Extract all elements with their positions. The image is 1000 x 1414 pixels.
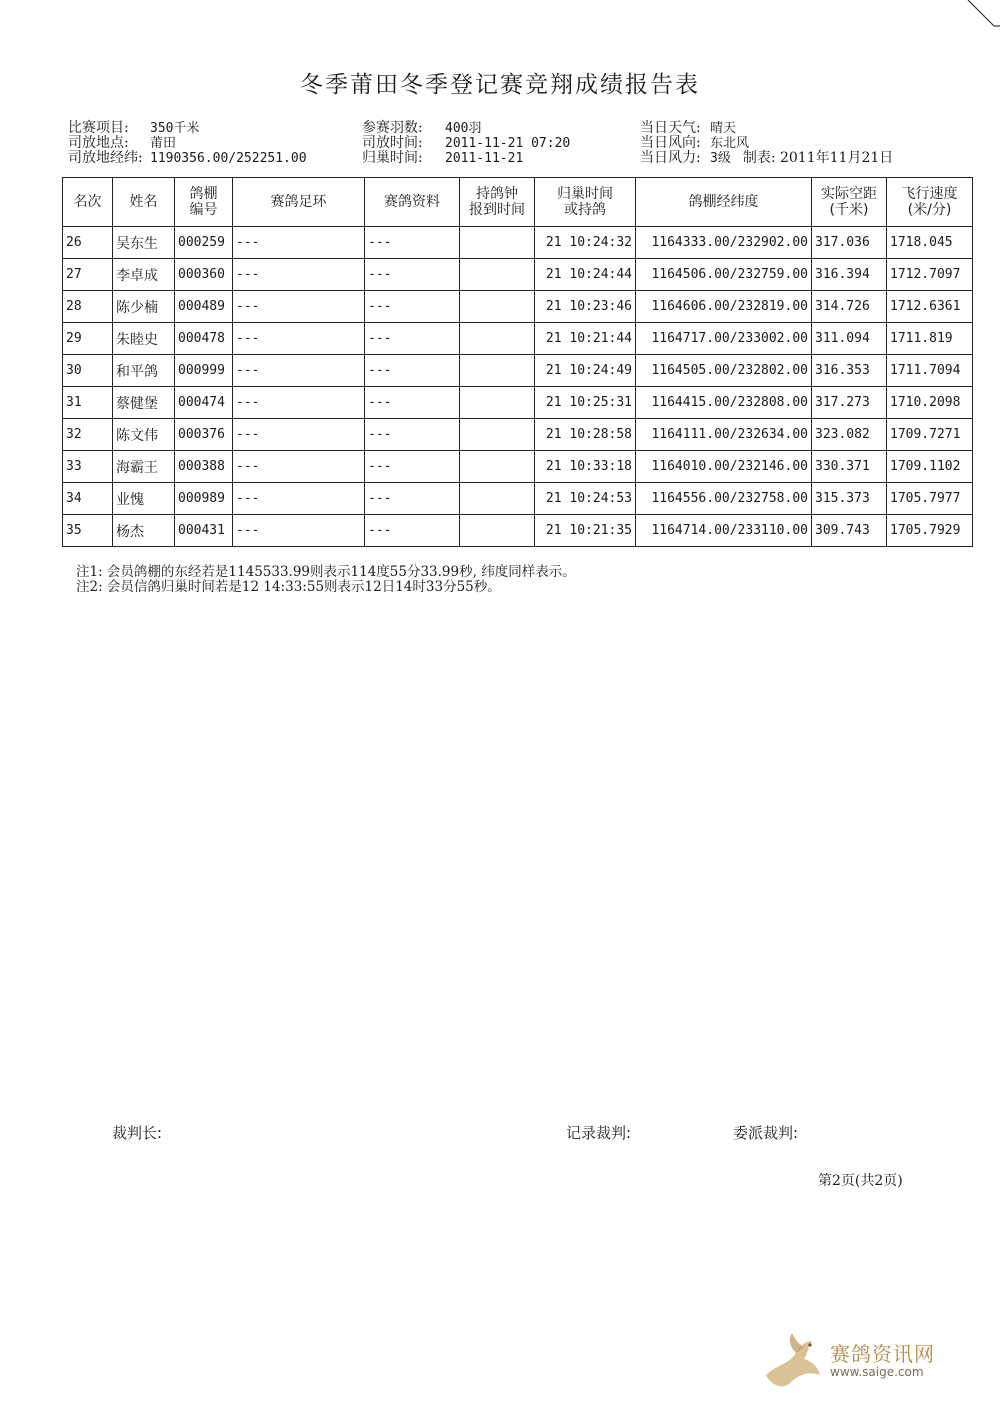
cell-name: 朱睦史	[113, 323, 175, 355]
wind-force: 3级	[710, 151, 731, 166]
table-row	[63, 259, 973, 291]
cell-loft-no: 000431	[175, 515, 233, 547]
cell-info: ---	[365, 355, 460, 387]
results-table	[62, 177, 973, 547]
table-row	[63, 483, 973, 515]
cell-loft-no: 000474	[175, 387, 233, 419]
cell-coords: 1164606.00/232819.00	[636, 291, 812, 323]
cell-name: 杨杰	[113, 515, 175, 547]
cell-ring: ---	[233, 387, 365, 419]
table-row	[63, 355, 973, 387]
info-label: 归巢时间:	[362, 150, 423, 166]
cell-info: ---	[365, 387, 460, 419]
header-coords: 鸽棚经纬度	[636, 178, 812, 227]
cell-clock-time	[460, 515, 535, 547]
info-label: 当日风向:	[640, 135, 701, 151]
table-row	[63, 387, 973, 419]
cell-info: ---	[365, 323, 460, 355]
cell-arrival: 21 10:24:44	[535, 259, 636, 291]
cell-clock-time	[460, 387, 535, 419]
recording-referee-label: 记录裁判:	[566, 1124, 632, 1142]
cell-ring: ---	[233, 451, 365, 483]
cell-distance: 317.036	[812, 227, 887, 259]
cell-arrival: 21 10:24:49	[535, 355, 636, 387]
cell-distance: 311.094	[812, 323, 887, 355]
info-label: 司放地点:	[68, 135, 129, 151]
cell-distance: 314.726	[812, 291, 887, 323]
cell-clock-time	[460, 483, 535, 515]
cell-rank: 34	[63, 483, 113, 515]
note-1: 注1: 会员鸽棚的东经若是1145533.99则表示114度55分33.99秒, 纬度同样表示。	[76, 564, 576, 580]
cell-arrival: 21 10:24:32	[535, 227, 636, 259]
cell-speed: 1711.819	[887, 323, 973, 355]
cell-info: ---	[365, 259, 460, 291]
cell-rank: 33	[63, 451, 113, 483]
cell-loft-no: 000478	[175, 323, 233, 355]
cell-speed: 1705.7929	[887, 515, 973, 547]
cell-loft-no: 000388	[175, 451, 233, 483]
header-name: 姓名	[113, 178, 175, 227]
race-info-column-2	[362, 121, 570, 166]
cell-distance: 330.371	[812, 451, 887, 483]
cell-coords: 1164010.00/232146.00	[636, 451, 812, 483]
header-arrival: 归巢时间 或持鸽	[535, 178, 636, 227]
cell-arrival: 21 10:28:58	[535, 419, 636, 451]
cell-clock-time	[460, 451, 535, 483]
table-row	[63, 451, 973, 483]
cell-ring: ---	[233, 227, 365, 259]
cell-arrival: 21 10:21:35	[535, 515, 636, 547]
header-loft-no: 鸽棚 编号	[175, 178, 233, 227]
cell-rank: 27	[63, 259, 113, 291]
cell-name: 海霸王	[113, 451, 175, 483]
info-label: 司放时间:	[362, 135, 423, 151]
watermark-url: www.saige.com	[830, 1365, 924, 1379]
cell-coords: 1164714.00/233110.00	[636, 515, 812, 547]
return-date: 2011-11-21	[445, 151, 524, 166]
table-row	[63, 515, 973, 547]
header-clock-time: 持鸽钟 报到时间	[460, 178, 535, 227]
cell-ring: ---	[233, 355, 365, 387]
cell-rank: 31	[63, 387, 113, 419]
header-distance: 实际空距 (千米)	[812, 178, 887, 227]
cell-ring: ---	[233, 419, 365, 451]
cell-clock-time	[460, 323, 535, 355]
cell-speed: 1709.1102	[887, 451, 973, 483]
cell-name: 吴东生	[113, 227, 175, 259]
cell-clock-time	[460, 259, 535, 291]
cell-ring: ---	[233, 259, 365, 291]
cell-loft-no: 000376	[175, 419, 233, 451]
cell-coords: 1164111.00/232634.00	[636, 419, 812, 451]
cell-loft-no: 000489	[175, 291, 233, 323]
cell-info: ---	[365, 515, 460, 547]
cell-speed: 1705.7977	[887, 483, 973, 515]
cell-rank: 35	[63, 515, 113, 547]
chief-referee-label: 裁判长:	[112, 1124, 163, 1142]
wind-direction: 东北风	[710, 136, 750, 151]
cell-clock-time	[460, 291, 535, 323]
cell-name: 李卓成	[113, 259, 175, 291]
cell-arrival: 21 10:25:31	[535, 387, 636, 419]
cell-rank: 26	[63, 227, 113, 259]
page-number: 第2页(共2页)	[818, 1173, 903, 1189]
table-row	[63, 419, 973, 451]
cell-loft-no: 000360	[175, 259, 233, 291]
cell-speed: 1709.7271	[887, 419, 973, 451]
weather: 晴天	[710, 121, 737, 136]
cell-speed: 1718.045	[887, 227, 973, 259]
header-rank: 名次	[63, 178, 113, 227]
cell-info: ---	[365, 291, 460, 323]
info-label: 参赛羽数:	[362, 120, 423, 136]
cell-clock-time	[460, 419, 535, 451]
cell-clock-time	[460, 227, 535, 259]
table-row	[63, 323, 973, 355]
info-label: 比赛项目:	[68, 120, 129, 136]
cell-loft-no: 000989	[175, 483, 233, 515]
cell-ring: ---	[233, 291, 365, 323]
cell-info: ---	[365, 451, 460, 483]
cell-name: 业愧	[113, 483, 175, 515]
cell-speed: 1712.7097	[887, 259, 973, 291]
cell-rank: 30	[63, 355, 113, 387]
table-row	[63, 227, 973, 259]
release-location: 莆田	[150, 136, 177, 151]
cell-ring: ---	[233, 323, 365, 355]
cell-loft-no: 000999	[175, 355, 233, 387]
table-row	[63, 291, 973, 323]
cell-rank: 32	[63, 419, 113, 451]
cell-distance: 316.394	[812, 259, 887, 291]
cell-info: ---	[365, 227, 460, 259]
race-info-column-1	[68, 121, 307, 166]
cell-coords: 1164717.00/233002.00	[636, 323, 812, 355]
cell-distance: 317.273	[812, 387, 887, 419]
cell-distance: 309.743	[812, 515, 887, 547]
cell-distance: 323.082	[812, 419, 887, 451]
watermark-site-name: 赛鸽资讯网	[830, 1342, 935, 1366]
watermark	[760, 1328, 980, 1398]
cell-arrival: 21 10:21:44	[535, 323, 636, 355]
header-speed: 飞行速度 (米/分)	[887, 178, 973, 227]
cell-ring: ---	[233, 483, 365, 515]
page-title: 冬季莆田冬季登记赛竞翔成绩报告表	[300, 72, 700, 98]
cell-coords: 1164506.00/232759.00	[636, 259, 812, 291]
note-2: 注2: 会员信鸽归巢时间若是12 14:33:55则表示12日14时33分55秒。	[76, 579, 501, 595]
cell-rank: 28	[63, 291, 113, 323]
cell-arrival: 21 10:33:18	[535, 451, 636, 483]
delegated-referee-label: 委派裁判:	[733, 1124, 799, 1142]
cell-rank: 29	[63, 323, 113, 355]
cell-distance: 316.353	[812, 355, 887, 387]
cell-arrival: 21 10:24:53	[535, 483, 636, 515]
cell-distance: 315.373	[812, 483, 887, 515]
cell-loft-no: 000259	[175, 227, 233, 259]
info-label: 当日天气:	[640, 120, 701, 136]
header-ring: 赛鸽足环	[233, 178, 365, 227]
cell-clock-time	[460, 355, 535, 387]
cell-speed: 1710.2098	[887, 387, 973, 419]
cell-coords: 1164333.00/232902.00	[636, 227, 812, 259]
cell-info: ---	[365, 419, 460, 451]
cell-name: 蔡健堡	[113, 387, 175, 419]
made-date: 制表: 2011年11月21日	[742, 150, 894, 166]
notes	[76, 565, 576, 595]
table-header-row	[63, 178, 973, 227]
header-info: 赛鸽资料	[365, 178, 460, 227]
race-info-column-3	[640, 121, 893, 166]
cell-arrival: 21 10:23:46	[535, 291, 636, 323]
cell-speed: 1712.6361	[887, 291, 973, 323]
cell-info: ---	[365, 483, 460, 515]
info-label: 当日风力:	[640, 150, 701, 166]
release-coordinates: 1190356.00/252251.00	[150, 151, 307, 166]
cell-coords: 1164556.00/232758.00	[636, 483, 812, 515]
cell-speed: 1711.7094	[887, 355, 973, 387]
entry-count: 400羽	[445, 121, 482, 136]
pigeon-logo-icon	[760, 1331, 824, 1395]
race-distance: 350千米	[150, 121, 200, 136]
cell-name: 陈文伟	[113, 419, 175, 451]
cell-name: 陈少楠	[113, 291, 175, 323]
cell-name: 和平鸽	[113, 355, 175, 387]
info-label: 司放地经纬:	[68, 150, 143, 166]
cell-coords: 1164505.00/232802.00	[636, 355, 812, 387]
release-time: 2011-11-21 07:20	[445, 136, 571, 151]
cell-ring: ---	[233, 515, 365, 547]
page-corner-mark	[960, 0, 1000, 30]
cell-coords: 1164415.00/232808.00	[636, 387, 812, 419]
